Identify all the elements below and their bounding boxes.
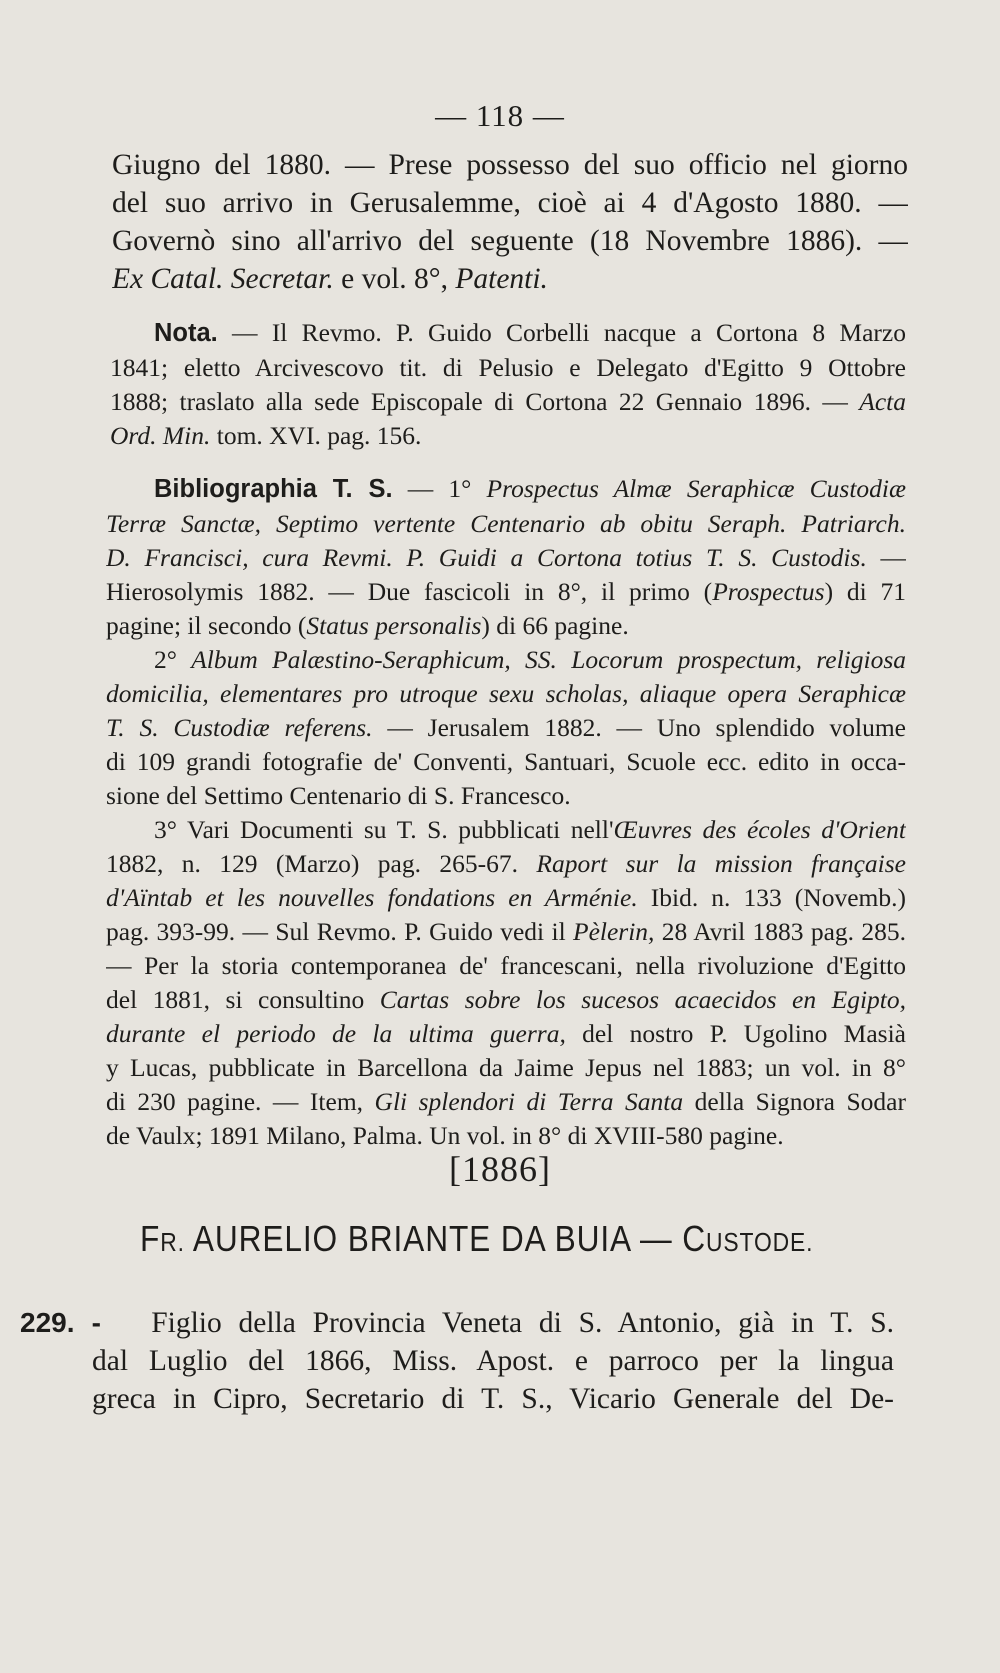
intro-paragraph: [112, 146, 908, 298]
text-span: 28 Avril 1883 pag. 285.: [654, 917, 906, 946]
title-italic: Cartas sobre los sucesos acaecidos en Egipto,: [379, 985, 906, 1014]
title-italic: Terræ Sanctæ, Septimo vertente Centenario ab obitu Seraph. Patriarch.: [106, 509, 906, 538]
text-line: de Vaulx; 1891 Milano, Palma. Un vol. in 8° di XVIII-580 pagine.: [106, 1121, 784, 1150]
text-span: tom. XVI. pag. 156.: [210, 421, 422, 450]
text-line: di 109 grandi fotografie de' Conventi, Santuari, Scuole ecc. edito in occa-: [106, 747, 906, 776]
text-span: 1888; traslato alla sede Episcopale di Cortona 22 Gennaio 1896. —: [110, 387, 860, 416]
title-italic: Status personalis: [306, 611, 482, 640]
text-line: [106, 983, 906, 1017]
citation-italic: Ex Catal. Secretar.: [112, 263, 334, 295]
text-span: di 230 pagine. — Item,: [106, 1087, 375, 1116]
title-italic: D. Francisci, cura Revmi. P. Guidi a Cortona totius T. S. Custodis.: [106, 543, 867, 572]
bibliographia-label: Bibliographia T. S.: [154, 475, 393, 503]
nota-paragraph: [110, 315, 906, 453]
text-line: [106, 575, 906, 609]
entry-229-body: [92, 1342, 894, 1418]
text-span: 1882, n. 129 (Marzo) pag. 265-67.: [106, 849, 537, 878]
heading-part: USTODE.: [705, 1227, 814, 1257]
text-line: [106, 847, 906, 881]
text-line: Giugno del 1880. — Prese possesso del suo officio nel giorno: [112, 149, 908, 181]
text-line: [106, 915, 906, 949]
text-line: [106, 813, 906, 847]
text-line: [110, 385, 906, 419]
text-line: [106, 609, 906, 643]
title-italic: Pèlerin,: [573, 917, 655, 946]
title-italic: domicilia, elementares pro utroque sexu scholas, aliaque opera Seraphicæ: [106, 679, 906, 708]
text-span: pag. 393-99. — Sul Revmo. P. Guido vedi il: [106, 917, 573, 946]
text-line: greca in Cipro, Secretario di T. S., Vicario Generale del De-: [92, 1383, 894, 1415]
title-italic: Prospectus Almæ Seraphicæ Custodiæ: [486, 474, 906, 503]
text-line: [110, 315, 906, 351]
text-line: Governò sino all'arrivo del seguente (18 Novembre 1886). —: [112, 225, 908, 257]
title-italic: durante el periodo de la ultima guerra,: [106, 1019, 566, 1048]
text-span: della Signora Sodar: [683, 1087, 906, 1116]
heading-part: F: [140, 1218, 161, 1259]
text-line: sione del Settimo Centenario di S. Francesco.: [106, 781, 571, 810]
title-italic: Gli splendori di Terra Santa: [374, 1087, 684, 1116]
text-line: [106, 471, 906, 507]
year-heading: [1886]: [449, 1149, 551, 1189]
text-line: dal Luglio del 1866, Miss. Apost. e parroco per la lingua: [92, 1345, 894, 1377]
title-italic: Œuvres des écoles d'Orient: [613, 815, 906, 844]
text-span: e vol. 8°,: [333, 263, 456, 295]
text-line: [106, 677, 906, 711]
text-line: y Lucas, pubblicate in Barcellona da Jaime Jepus nel 1883; un vol. in 8°: [106, 1053, 906, 1082]
text-span: Ibid. n. 133 (Novemb.): [637, 883, 906, 912]
custode-heading: [140, 1218, 814, 1260]
text-line: [106, 1085, 906, 1119]
text-line: del suo arrivo in Gerusalemme, cioè ai 4 d'Agosto 1880. —: [112, 187, 908, 219]
bibliographia-section: [106, 471, 906, 1153]
text-line: — Per la storia contemporanea de' francescani, nella rivoluzione d'Egitto: [106, 951, 906, 980]
text-span: Figlio della Provincia Veneta di S. Antonio, già in T. S.: [151, 1307, 894, 1339]
text-line: [106, 1017, 906, 1051]
heading-part: AURELIO BRIANTE DA BUIA —: [184, 1218, 683, 1259]
heading-part: C: [682, 1218, 706, 1259]
text-line: [20, 1304, 894, 1342]
text-line: [106, 881, 906, 915]
title-italic: Album Palæstino-Seraphicum, SS. Locorum prospectum, religiosa: [191, 645, 906, 674]
citation-italic: Patenti.: [455, 263, 548, 295]
text-line: [106, 643, 906, 677]
page-number: — 118 —: [435, 98, 565, 133]
title-italic: Prospectus: [712, 577, 825, 606]
text-line: 1841; eletto Arcivescovo tit. di Pelusio e Delegato d'Egitto 9 Ottobre: [110, 353, 906, 382]
text-span: del 1881, si consultino: [106, 985, 380, 1014]
text-span: — Jerusalem 1882. — Uno splendido volume: [372, 713, 906, 742]
text-span: —: [866, 543, 906, 572]
text-line: [106, 711, 906, 745]
text-span: pagine; il secondo (: [106, 611, 307, 640]
text-span: — Il Revmo. P. Guido Corbelli nacque a Cortona 8 Marzo: [217, 318, 906, 347]
entry-229: [20, 1304, 894, 1342]
title-italic: T. S. Custodiæ referens.: [106, 713, 373, 742]
text-span: ) di 66 pagine.: [481, 611, 629, 640]
text-line: [106, 541, 906, 575]
citation-italic: Acta: [859, 387, 906, 416]
text-line: [110, 419, 906, 453]
entry-number: 229. -: [20, 1307, 101, 1338]
text-line: [106, 507, 906, 541]
citation-italic: Ord. Min.: [110, 421, 211, 450]
heading-part: R.: [160, 1227, 185, 1257]
text-span: 2°: [154, 645, 192, 674]
text-span: — 1°: [392, 474, 487, 503]
nota-label: Nota.: [154, 319, 218, 347]
text-span: del nostro P. Ugolino Masià: [565, 1019, 906, 1048]
text-line: [112, 260, 908, 298]
title-italic: d'Aïntab et les nouvelles fondations en Arménie.: [106, 883, 638, 912]
text-span: 3° Vari Documenti su T. S. pubblicati nell': [154, 815, 614, 844]
title-italic: Raport sur la mission française: [536, 849, 906, 878]
text-span: Hierosolymis 1882. — Due fascicoli in 8°, il primo (: [106, 577, 713, 606]
text-span: ) di 71: [824, 577, 906, 606]
